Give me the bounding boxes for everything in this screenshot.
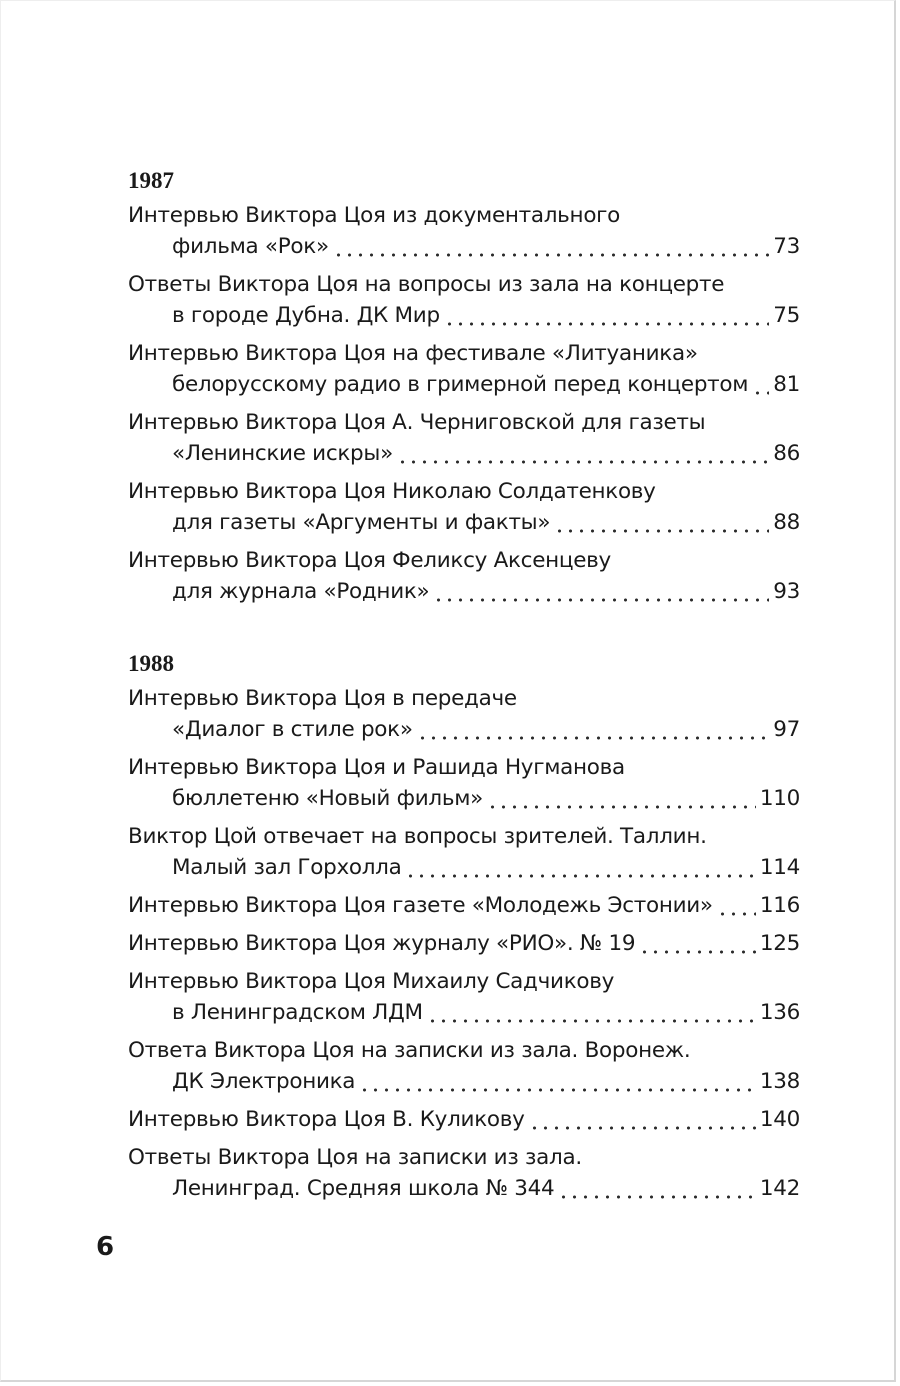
- toc-entry: [128, 752, 800, 814]
- entry-page-number: 125: [759, 931, 800, 956]
- entry-single-line: [128, 1104, 800, 1135]
- toc-entry: [128, 821, 800, 883]
- entry-subtitle: фильма «Рок»: [172, 234, 329, 259]
- entry-title: Интервью Виктора Цоя В. Куликову: [128, 1107, 525, 1132]
- dot-leader: [433, 576, 769, 607]
- entry-title-continuation: [128, 1066, 800, 1097]
- entry-title-continuation: [128, 507, 800, 538]
- dot-leader: [752, 369, 769, 400]
- entry-title: Интервью Виктора Цоя из документального: [128, 203, 621, 228]
- dot-leader: [554, 507, 769, 538]
- entry-subtitle: Ленинград. Средняя школа № 344: [172, 1176, 555, 1201]
- toc-entry: [128, 476, 800, 538]
- entry-subtitle: ДК Электроника: [172, 1069, 356, 1094]
- entry-subtitle: в Ленинградском ЛДМ: [172, 1000, 423, 1025]
- entry-title: Интервью Виктора Цоя Михаилу Садчикову: [128, 969, 615, 994]
- entry-page-number: 110: [759, 786, 800, 811]
- entry-title: Интервью Виктора Цоя А. Черниговской для газеты: [128, 410, 706, 435]
- dot-leader: [417, 714, 770, 745]
- dot-leader: [717, 890, 756, 921]
- entry-subtitle: для газеты «Аргументы и факты»: [172, 510, 551, 535]
- dot-leader: [359, 1066, 756, 1097]
- entry-title-continuation: [128, 369, 800, 400]
- dot-leader: [558, 1173, 755, 1204]
- entry-subtitle: бюллетеню «Новый фильм»: [172, 786, 483, 811]
- entry-title: Интервью Виктора Цоя журналу «РИО». № 19: [128, 931, 636, 956]
- entry-title: Ответы Виктора Цоя на вопросы из зала на концерте: [128, 272, 725, 297]
- dot-leader: [333, 231, 769, 262]
- entry-page-number: 138: [759, 1069, 800, 1094]
- toc-entry: [128, 966, 800, 1028]
- toc-section: [128, 647, 800, 1204]
- entry-subtitle: Малый зал Горхолла: [172, 855, 402, 880]
- entry-title: Интервью Виктора Цоя в передаче: [128, 686, 517, 711]
- entry-page-number: 93: [773, 579, 800, 604]
- entry-title: Ответа Виктора Цоя на записки из зала. Воронеж.: [128, 1038, 691, 1063]
- entry-title: Интервью Виктора Цоя на фестивале «Литуаника»: [128, 341, 698, 366]
- entry-page-number: 114: [759, 855, 800, 880]
- entry-page-number: 97: [773, 717, 800, 742]
- toc-section: [128, 164, 800, 607]
- toc-entry: [128, 200, 800, 262]
- toc-entry: [128, 928, 800, 959]
- entry-title: Интервью Виктора Цоя и Рашида Нугманова: [128, 755, 625, 780]
- page-number: 6: [96, 1232, 115, 1262]
- entry-page-number: 116: [759, 893, 800, 918]
- entry-page-number: 136: [759, 1000, 800, 1025]
- dot-leader: [405, 852, 755, 883]
- entry-page-number: 140: [759, 1107, 800, 1132]
- dot-leader: [397, 438, 769, 469]
- dot-leader: [427, 997, 756, 1028]
- entry-title-continuation: [128, 438, 800, 469]
- entry-title: Интервью Виктора Цоя Николаю Солдатенкову: [128, 479, 656, 504]
- entry-title: Виктор Цой отвечает на вопросы зрителей. Таллин.: [128, 824, 707, 849]
- section-year: 1987: [128, 168, 174, 193]
- toc-entry: [128, 1035, 800, 1097]
- entry-title-continuation: [128, 714, 800, 745]
- toc-entry: [128, 269, 800, 331]
- entry-subtitle: белорусскому радио в гримерной перед концертом: [172, 372, 749, 397]
- toc-entry: [128, 1142, 800, 1204]
- entry-title: Интервью Виктора Цоя газете «Молодежь Эстонии»: [128, 893, 713, 918]
- entry-page-number: 75: [773, 303, 800, 328]
- entry-subtitle: «Диалог в стиле рок»: [172, 717, 413, 742]
- entry-page-number: 86: [773, 441, 800, 466]
- table-of-contents: [128, 164, 800, 1244]
- toc-entry: [128, 683, 800, 745]
- toc-entry: [128, 545, 800, 607]
- entry-title-continuation: [128, 852, 800, 883]
- entry-page-number: 88: [773, 510, 800, 535]
- toc-entry: [128, 890, 800, 921]
- entry-subtitle: в городе Дубна. ДК Мир: [172, 303, 440, 328]
- section-year: 1988: [128, 651, 174, 676]
- entry-title-continuation: [128, 783, 800, 814]
- dot-leader: [487, 783, 756, 814]
- toc-entry: [128, 338, 800, 400]
- entry-page-number: 73: [773, 234, 800, 259]
- entry-title-continuation: [128, 300, 800, 331]
- entry-title: Ответы Виктора Цоя на записки из зала.: [128, 1145, 582, 1170]
- toc-entry: [128, 1104, 800, 1135]
- dot-leader: [529, 1104, 756, 1135]
- entry-title-continuation: [128, 1173, 800, 1204]
- entry-single-line: [128, 890, 800, 921]
- entry-title-continuation: [128, 997, 800, 1028]
- entry-subtitle: для журнала «Родник»: [172, 579, 430, 604]
- entry-subtitle: «Ленинские искры»: [172, 441, 393, 466]
- dot-leader: [639, 928, 756, 959]
- entry-page-number: 142: [759, 1176, 800, 1201]
- entry-title-continuation: [128, 231, 800, 262]
- entry-title-continuation: [128, 576, 800, 607]
- toc-entry: [128, 407, 800, 469]
- entry-single-line: [128, 928, 800, 959]
- entry-title: Интервью Виктора Цоя Феликсу Аксенцеву: [128, 548, 611, 573]
- dot-leader: [444, 300, 769, 331]
- entry-page-number: 81: [773, 372, 800, 397]
